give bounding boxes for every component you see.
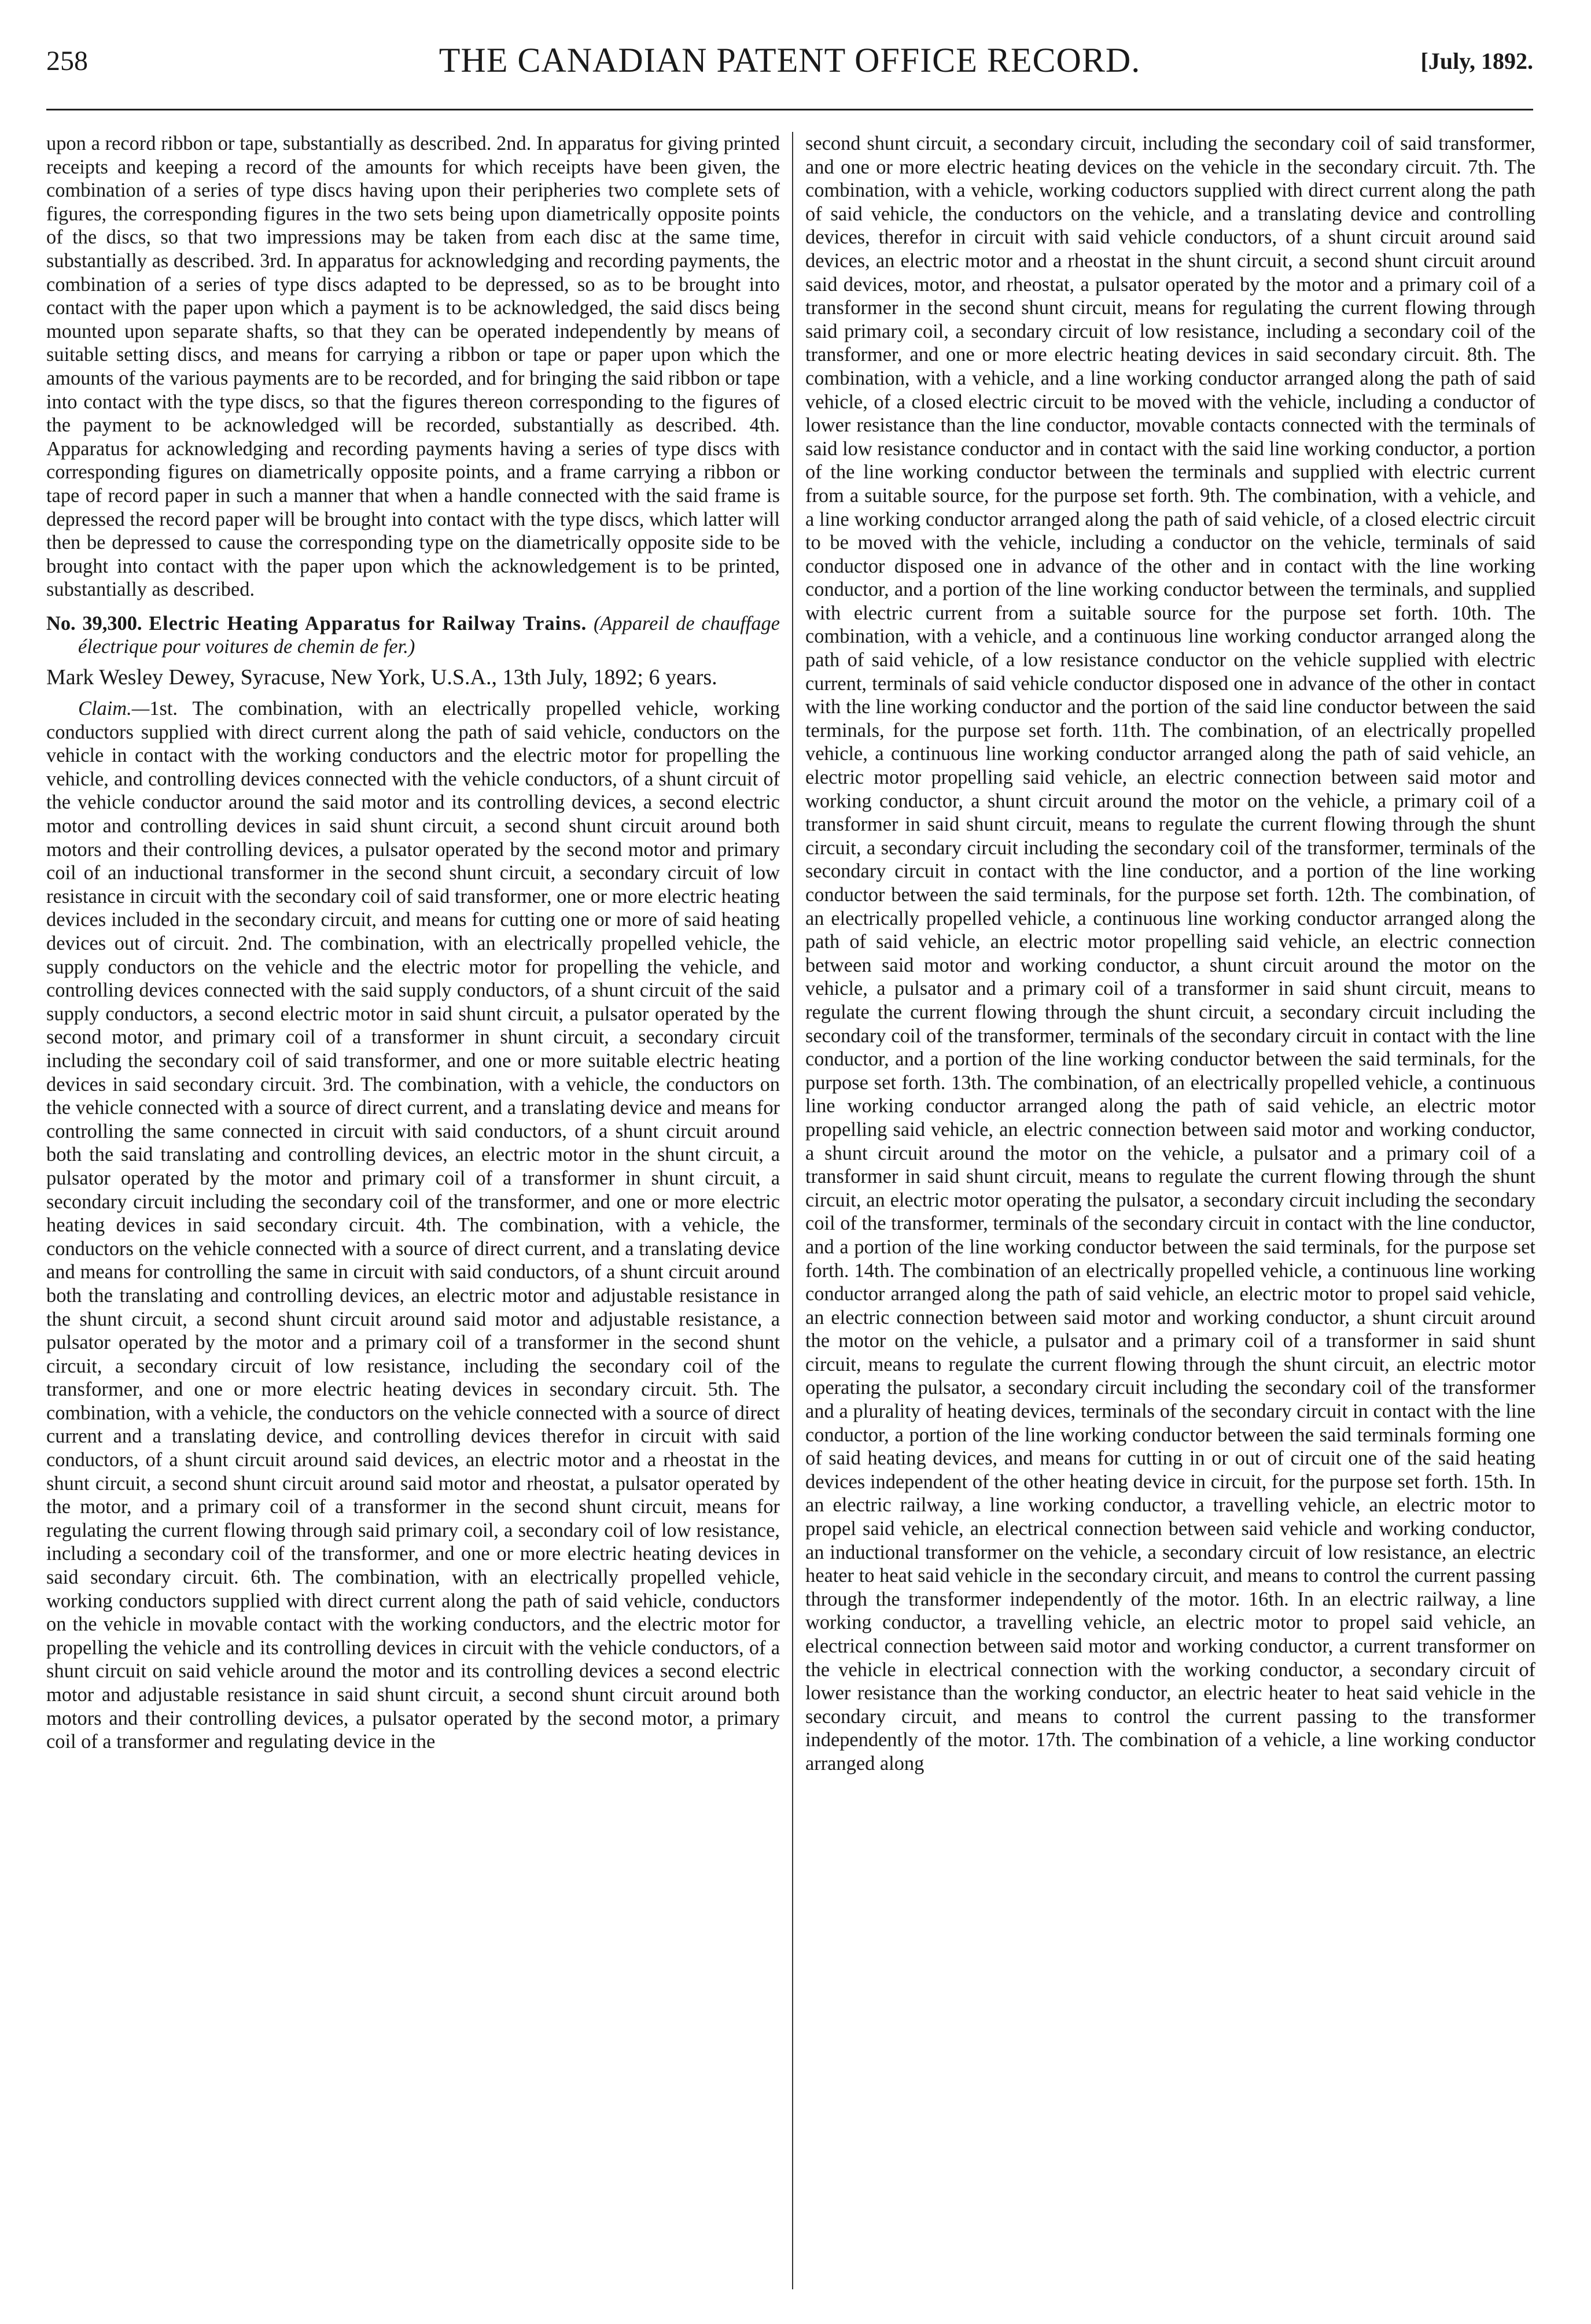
claim-label: Claim.— — [78, 698, 150, 720]
column-divider — [792, 132, 793, 2289]
right-column — [805, 132, 1535, 2289]
patent-inventor: Mark Wesley Dewey, Syracuse, New York, U.S.A., 13th July, 1892; 6 years. — [46, 665, 717, 690]
continued-claims-text: upon a record ribbon or tape, substantially as described. 2nd. In apparatus for giving printed receipts and keeping a record of the amounts for which receipts have been given, the combination of a series of type discs having upon their peripheries two complete sets of figures, the corresponding figures in the two sets being upon diametrically opposite points of the discs, so that two impressions may be taken from each disc at the same time, substantially as described. 3rd. In apparatus for acknowledging and recording payments, the combination of a series of type discs adapted to be depressed, so as to be brought into contact with the paper upon which a payment is to be acknowledged, the said discs being mounted upon separate shafts, so that they can be operated independently by means of suitable setting discs, and means for carrying a ribbon or tape or paper upon which the amounts of the various payments are to be recorded, and for bringing the said ribbon or tape into contact with the type discs, so that the figures thereon corresponding to the figures of the payment to be acknowledged will be recorded, substantially as described. 4th. Apparatus for acknowledging and recording payments having a series of type discs with corresponding figures on diametrically opposite points, and a frame carrying a ribbon or tape of record paper in such a manner that when a handle connected with the said frame is depressed the record paper will be brought into contact with the type discs, which latter will then be depressed to cause the corresponding type on the diametrically opposite side to be brought into contact with the paper upon which the acknowledgement is to be printed, substantially as described. — [46, 132, 780, 601]
page-header — [46, 40, 1533, 104]
patent-french-title: (Appareil de chauffage électrique pour voitures de chemin de fer.) — [78, 612, 780, 658]
left-column — [46, 132, 780, 2289]
claims-text: 1st. The combination, with an electrically propelled vehicle, working conductors supplied with direct current along the path of said vehicle, conductors on the vehicle in contact with the working conductors and the electric motor for propelling the vehicle, and controlling devices connected with the vehicle conductors, of a shunt circuit of the vehicle conductor around the said motor and its controlling devices, a second electric motor and controlling devices in said shunt circuit, a second shunt circuit around both motors and their controlling devices, a pulsator operated by the second motor and primary coil of an inductional transformer in the second shunt circuit, a secondary circuit of low resistance in circuit with the secondary coil of said transformer, one or more electric heating devices included in the secondary circuit, and means for cutting one or more of said heating devices out of circuit. 2nd. The combination, with an electrically propelled vehicle, the supply conductors on the vehicle and the electric motor for propelling the vehicle, and controlling devices connected with the said supply conductors, of a shunt circuit of the said supply conductors, a second electric motor in said shunt circuit, a pulsator operated by the second motor, and primary coil of a transformer in shunt circuit, a secondary circuit including the secondary coil of said transformer, and one or more suitable electric heating devices in said secondary circuit. 3rd. The combination, with a vehicle, the conductors on the vehicle connected with a source of direct current, and a translating device and means for controlling the same connected in circuit with said conductors, of a shunt circuit around both the said translating and controlling devices, an electric motor in the shunt circuit, a pulsator operated by the motor and primary coil of a transformer in shunt circuit, a secondary circuit including the secondary coil of the transformer, and one or more electric heating devices in said secondary circuit. 4th. The combination, with a vehicle, the conductors on the vehicle connected with a source of direct current, and a translating device and means for controlling the same in circuit with said conductors, of a shunt circuit around both the translating and controlling devices, an electric motor and adjustable resistance in the shunt circuit, a second shunt circuit around said motor and adjustable resistance, a pulsator operated by the motor and a primary coil of a transformer in the second shunt circuit, a secondary circuit of low resistance, including the secondary coil of the transformer, and one or more electric heating devices in secondary circuit. 5th. The combination, with a vehicle, the conductors on the vehicle connected with a source of direct current and a translating device, and controlling devices therefor in circuit with said conductors, of a shunt circuit around said devices, an electric motor and a rheostat in the shunt circuit, a second shunt circuit around said motor and rheostat, a pulsator operated by the motor, and a primary coil of a transformer in the second shunt circuit, means for regulating the current flowing through said primary coil, a secondary coil of low resistance, including a secondary coil of the transformer, and one or more electric heating devices in said secondary circuit. 6th. The combination, with an electrically propelled vehicle, working conductors supplied with direct current along the path of said vehicle, conductors on the vehicle in movable contact with the working conductors, and the electric motor for propelling the vehicle and its controlling devices in circuit with the vehicle conductors, of a shunt circuit on said vehicle around the motor and its controlling devices a second electric motor and adjustable resistance in said shunt circuit, a second shunt circuit around both motors and their controlling devices, a pulsator operated by the second motor, a primary coil of a transformer and regulating device in the — [46, 698, 780, 1753]
issue-date: [July, 1892. — [1420, 48, 1533, 74]
patent-title: Electric Heating Apparatus for Railway Trains. — [149, 612, 587, 635]
patent-number: No. 39,300. — [46, 612, 142, 635]
patent-claims — [46, 697, 780, 1754]
right-column-claims-text: second shunt circuit, a secondary circuit, including the secondary coil of said transformer, and one or more electric heating devices on the vehicle in the secondary circuit. 7th. The combination, with a vehicle, working coductors supplied with direct current along the path of said vehicle, the conductors on the vehicle, and a translating device and controlling devices, therefor in circuit with said vehicle conductors, of a shunt circuit around said devices, an electric motor and a rheostat in the shunt circuit, a second shunt circuit around said devices, motor, and rheostat, a pulsator operated by the motor and a primary coil of a transformer in the second shunt circuit, means for regulating the current flowing through said primary coil, a secondary circuit of low resistance, including a secondary coil of the transformer, and one or more electric heating devices in said secondary circuit. 8th. The combination, with a vehicle, and a line working conductor arranged along the path of said vehicle, of a closed electric circuit to be moved with the vehicle, including a conductor of lower resistance than the line conductor, movable contacts connected with the terminals of said low resistance conductor and in contact with the said line working conductor, a portion of the line working conductor between the terminals and supplied with electric current from a suitable source, for the purpose set forth. 9th. The combination, with a vehicle, and a line working conductor arranged along the path of said vehicle, of a closed electric circuit to be moved with the vehicle, including a conductor on the vehicle, terminals of said conductor disposed one in advance of the other and in contact with the line working conductor, and a portion of the line working conductor between the terminals, and supplied with electric current from a suitable source for the purpose set forth. 10th. The combination, with a vehicle, and a continuous line working conductor arranged along the path of said vehicle, of a low resistance conductor on the vehicle supplied with electric current, terminals of said vehicle conductor disposed one in advance of the other in contact with the line working conductor and the portion of the said line conductor between the said terminals, for the purpose set forth. 11th. The combination, of an electrically propelled vehicle, a continuous line working conductor arranged along the path of said vehicle, an electric motor propelling said vehicle, an electric connection between said motor and working conductor, a shunt circuit around the motor on the vehicle, a primary coil of a transformer in said shunt circuit, means to regulate the current flowing through the shunt circuit, a secondary circuit including the secondary coil of the transformer, terminals of the secondary circuit in contact with the line conductor, and a portion of the line working conductor between the said terminals, for the purpose set forth. 12th. The combination, of an electrically propelled vehicle, a continuous line working conductor arranged along the path of said vehicle, an electric motor propelling said vehicle, an electric connection between said motor and working conductor, a shunt circuit around the motor on the vehicle, a pulsator and a primary coil of a transformer in said shunt circuit, means to regulate the current flowing through the shunt circuit, a secondary circuit including the secondary coil of the transformer, terminals of the secondary circuit in contact with the line conductor, and a portion of the line working conductor between the said terminals, for the purpose set forth. 13th. The combination, of an electrically propelled vehicle, a continuous line working conductor arranged along the path of said vehicle, an electric motor propelling said vehicle, an electric connection between said motor and working conductor, a shunt circuit around the motor on the vehicle, a pulsator and a primary coil of a transformer in said shunt circuit, means to regulate the current flowing through the shunt circuit, an electric motor operating the pulsator, a secondary circuit including the secondary coil of the transformer, terminals of the secondary circuit in contact with the line conductor, and a portion of the line working conductor between the said terminals, for the purpose set forth. 14th. The combination of an electrically propelled vehicle, a continuous line working conductor arranged along the path of said vehicle, an electric motor to propel said vehicle, an electric connection between said motor and working conductor, a shunt circuit around the motor on the vehicle, a pulsator and a primary coil of a transformer in said shunt circuit, means to regulate the current flowing through the shunt circuit, an electric motor operating the pulsator, a secondary circuit including the secondary coil of the transformer and a plurality of heating devices, terminals of the secondary circuit in contact with the line conductor, a portion of the line working conductor between the said terminals forming one of said heating devices, and means for cutting in or out of circuit one of the said heating devices independent of the other heating device in circuit, for the purpose set forth. 15th. In an electric railway, a line working conductor, a travelling vehicle, an electric motor to propel said vehicle, an electrical connection between said vehicle and working conductor, an inductional transformer on the vehicle, a secondary circuit of low resistance, an electric heater to heat said vehicle in the secondary circuit, and means to control the current passing through the transformer independently of the motor. 16th. In an electric railway, a line working conductor, a travelling vehicle, an electric motor to propel said vehicle, an electrical connection between said motor and working conductor, a current transformer on the vehicle in electrical connection with the working conductor, a secondary circuit of lower resistance than the working conductor, an electric heater to heat said vehicle in the secondary circuit, and means to control the current passing to the transformer independently of the motor. 17th. The combination of a vehicle, a line working conductor arranged along — [805, 132, 1535, 1775]
page-number: 258 — [46, 46, 88, 76]
header-rule — [46, 109, 1533, 110]
journal-title: THE CANADIAN PATENT OFFICE RECORD. — [439, 41, 1141, 79]
patent-heading — [46, 612, 780, 659]
